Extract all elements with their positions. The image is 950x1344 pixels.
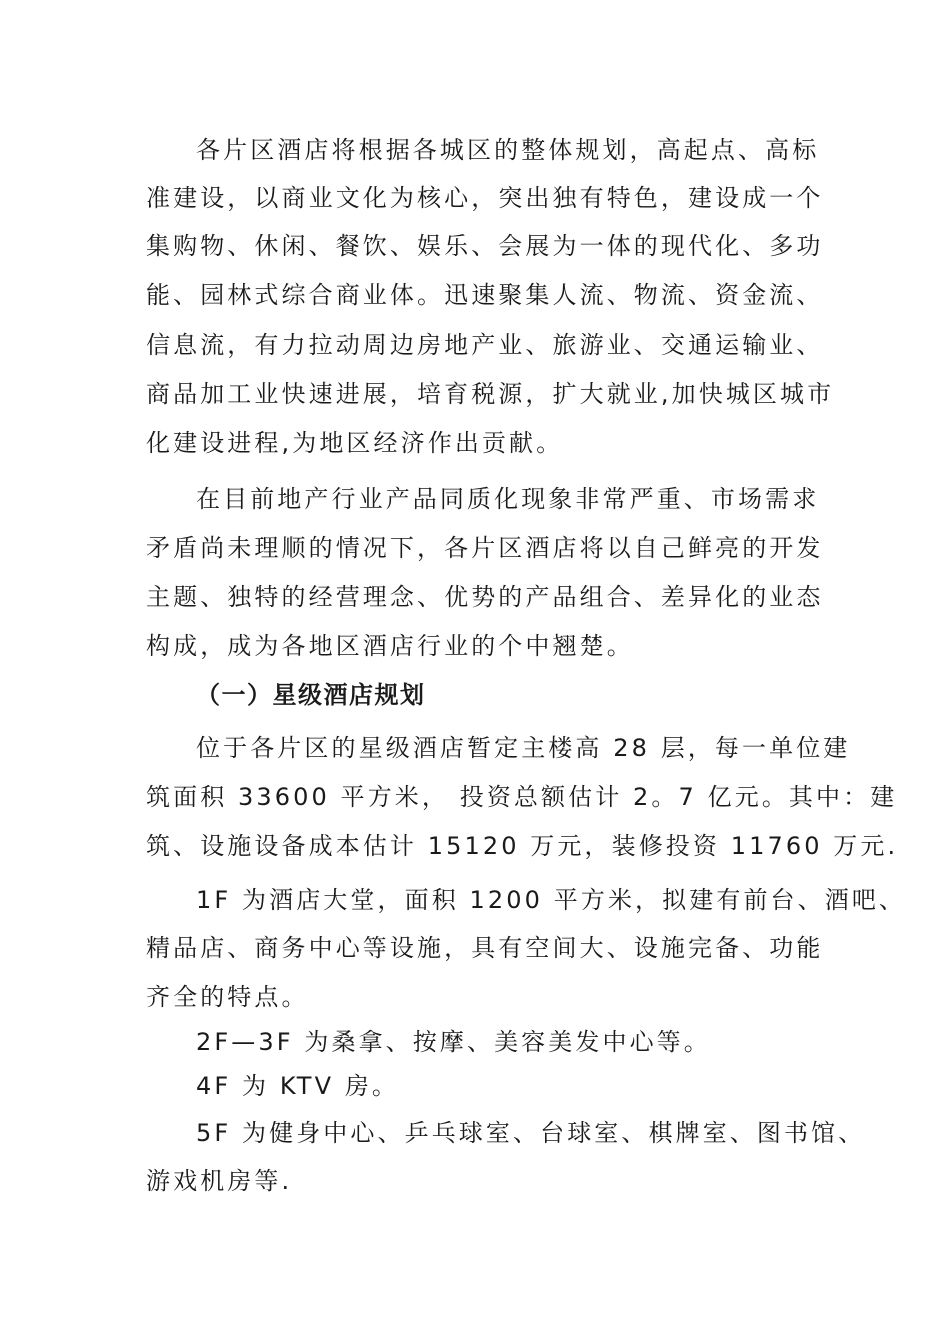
- text-line: 各片区酒店将根据各城区的整体规划，高起点、高标: [196, 136, 820, 164]
- text-line: 准建设，以商业文化为核心，突出独有特色，建设成一个: [146, 184, 824, 212]
- text-line: 位于各片区的星级酒店暂定主楼高 28 层，每一单位建: [196, 734, 851, 762]
- text-line: 集购物、休闲、餐饮、娱乐、会展为一体的现代化、多功: [146, 232, 824, 260]
- text-line: 精品店、商务中心等设施，具有空间大、设施完备、功能: [146, 934, 824, 962]
- text-line: 化建设进程,为地区经济作出贡献。: [146, 429, 564, 457]
- text-line: 齐全的特点。: [146, 983, 309, 1011]
- text-line: 商品加工业快速进展，培育税源，扩大就业,加快城区城市: [146, 380, 835, 408]
- text-line: 信息流，有力拉动周边房地产业、旅游业、交通运输业、: [146, 331, 824, 359]
- text-line: 矛盾尚未理顺的情况下，各片区酒店将以自己鲜亮的开发: [146, 534, 824, 562]
- text-line: 5F 为健身中心、乒乓球室、台球室、棋牌室、图书馆、: [196, 1119, 866, 1147]
- text-line: 能、园林式综合商业体。迅速聚集人流、物流、资金流、: [146, 281, 824, 309]
- text-line: 游戏机房等.: [146, 1167, 293, 1195]
- text-line: 主题、独特的经营理念、优势的产品组合、差异化的业态: [146, 583, 824, 611]
- text-line: 构成，成为各地区酒店行业的个中翘楚。: [146, 632, 634, 660]
- text-line: 1F 为酒店大堂，面积 1200 平方米，拟建有前台、酒吧、: [196, 886, 907, 914]
- text-line: 筑、设施设备成本估计 15120 万元，装修投资 11760 万元.: [146, 832, 899, 860]
- text-line: 2F—3F 为桑拿、按摩、美容美发中心等。: [196, 1028, 711, 1056]
- text-line: 4F 为 KTV 房。: [196, 1072, 400, 1100]
- text-line: 在目前地产行业产品同质化现象非常严重、市场需求: [196, 485, 820, 513]
- section-heading: （一）星级酒店规划: [196, 681, 426, 709]
- text-line: 筑面积 33600 平方米， 投资总额估计 2。7 亿元。其中：建: [146, 783, 898, 811]
